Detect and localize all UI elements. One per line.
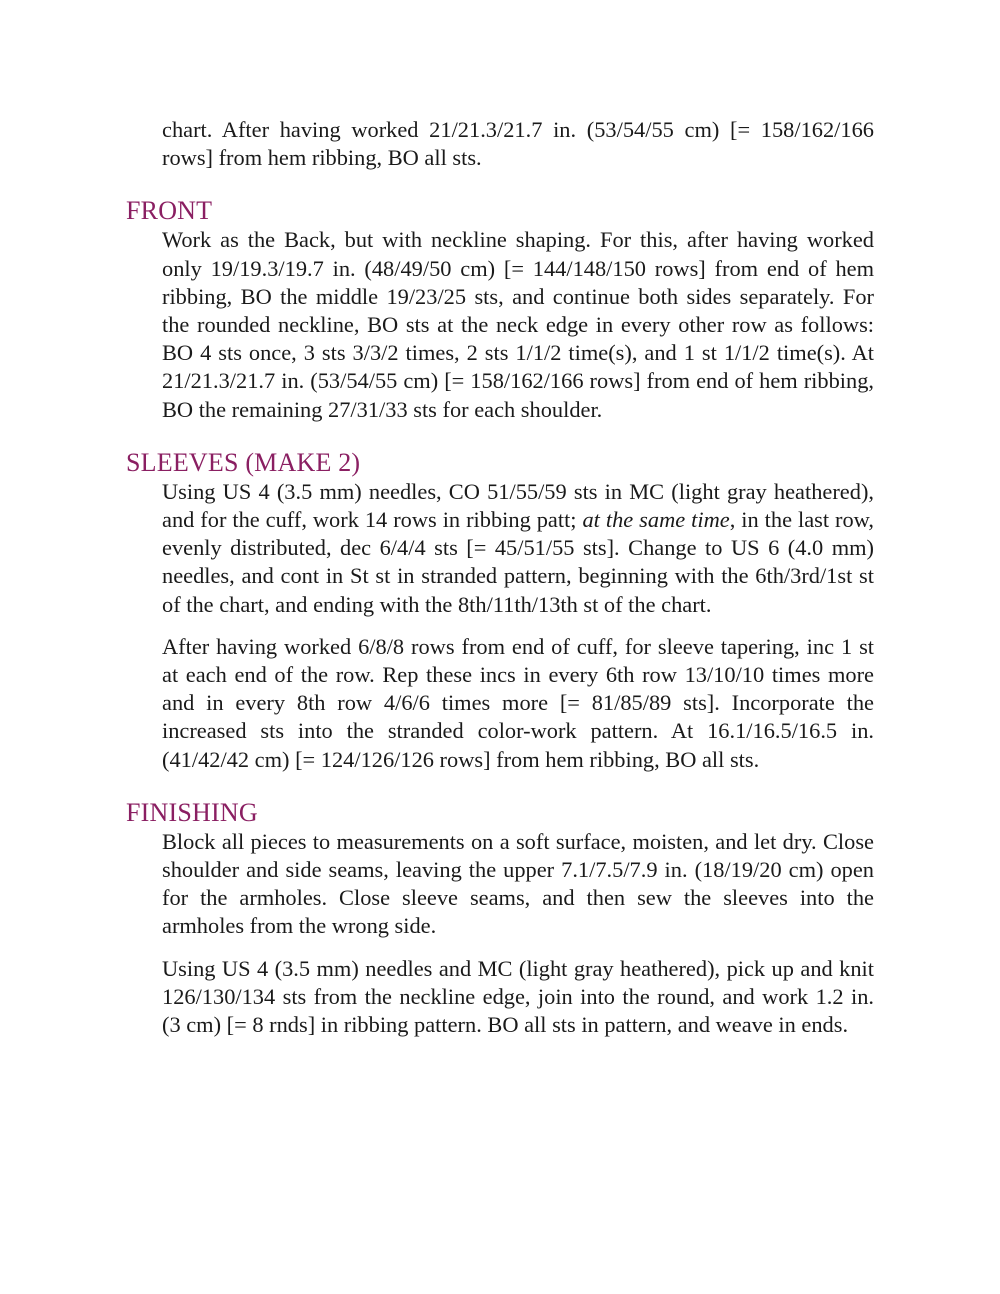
section-sleeves (126, 448, 874, 774)
sleeves-p1-emphasis: at the same time (582, 507, 730, 533)
section-finishing (126, 798, 874, 1039)
front-paragraph: Work as the Back, but with neckline shaping. For this, after having worked only 19/19.3/19.7 in. (48/49/50 cm) [= 144/148/150 rows] from end of hem ribbing, BO the middle 19/23/25 sts, and continue both sides separately. For the rounded neckline, BO sts at the neck edge in every other row as follows: BO 4 sts once, 3 sts 3/3/2 times, 2 sts 1/1/2 time(s), and 1 st 1/1/2 time(s). At 21/21.3/21.7 in. (53/54/55 cm) [= 158/162/166 rows] from end of hem ribbing, BO the remaining 27/31/33 sts for each shoulder. (162, 227, 874, 422)
sleeves-paragraph-1 (162, 478, 874, 619)
sleeves-heading: SLEEVES (MAKE 2) (126, 447, 361, 477)
page-content (126, 116, 874, 1039)
sleeves-p1-start: Using US 4 (3.5 mm) needles, CO 51/55/59 sts in MC (light gray heathered), and for the cuff, work 14 rows in ribbing patt; (162, 478, 874, 533)
finishing-paragraph-2: Using US 4 (3.5 mm) needles and MC (light gray heathered), pick up and knit 126/130/134 sts from the neckline edge, join into the round, and work 1.2 in. (3 cm) [= 8 rnds] in ribbing pattern. BO all sts in pattern, and weave in ends. (162, 955, 874, 1038)
front-heading: FRONT (126, 196, 213, 226)
finishing-paragraph-1: Block all pieces to measurements on a soft surface, moisten, and let dry. Close shoulder and side seams, leaving the upper 7.1/7.5/7.9 in. (18/19/20 cm) open for the armholes. Close sleeve seams, and then sew the sleeves into the armholes from the wrong side. (162, 828, 874, 939)
intro-paragraph: chart. After having worked 21/21.3/21.7 in. (53/54/55 cm) [= 158/162/166 rows] from hem ribbing, BO all sts. (162, 117, 874, 171)
sleeves-paragraph-2: After having worked 6/8/8 rows from end of cuff, for sleeve tapering, inc 1 st at each end of the row. Rep these incs in every 6th row 13/10/10 times more and in every 8th row 4/6/6 times more [= 81/85/89 sts]. Incorporate the increased sts into the stranded color-work pattern. At 16.1/16.5/16.5 in. (41/42/42 cm) [= 124/126/126 rows] from hem ribbing, BO all sts. (162, 633, 874, 772)
finishing-heading: FINISHING (126, 797, 258, 827)
section-front (126, 196, 874, 423)
sleeves-p1-end: , in the last row, evenly distributed, dec 6/4/4 sts [= 45/51/55 sts]. Change to US 6 (4.0 mm) needles, and cont in St st in stranded pattern, beginning with the 6th/3rd/1st st of the chart, and ending with the 8th/11th/13th st of the chart. (162, 507, 874, 617)
